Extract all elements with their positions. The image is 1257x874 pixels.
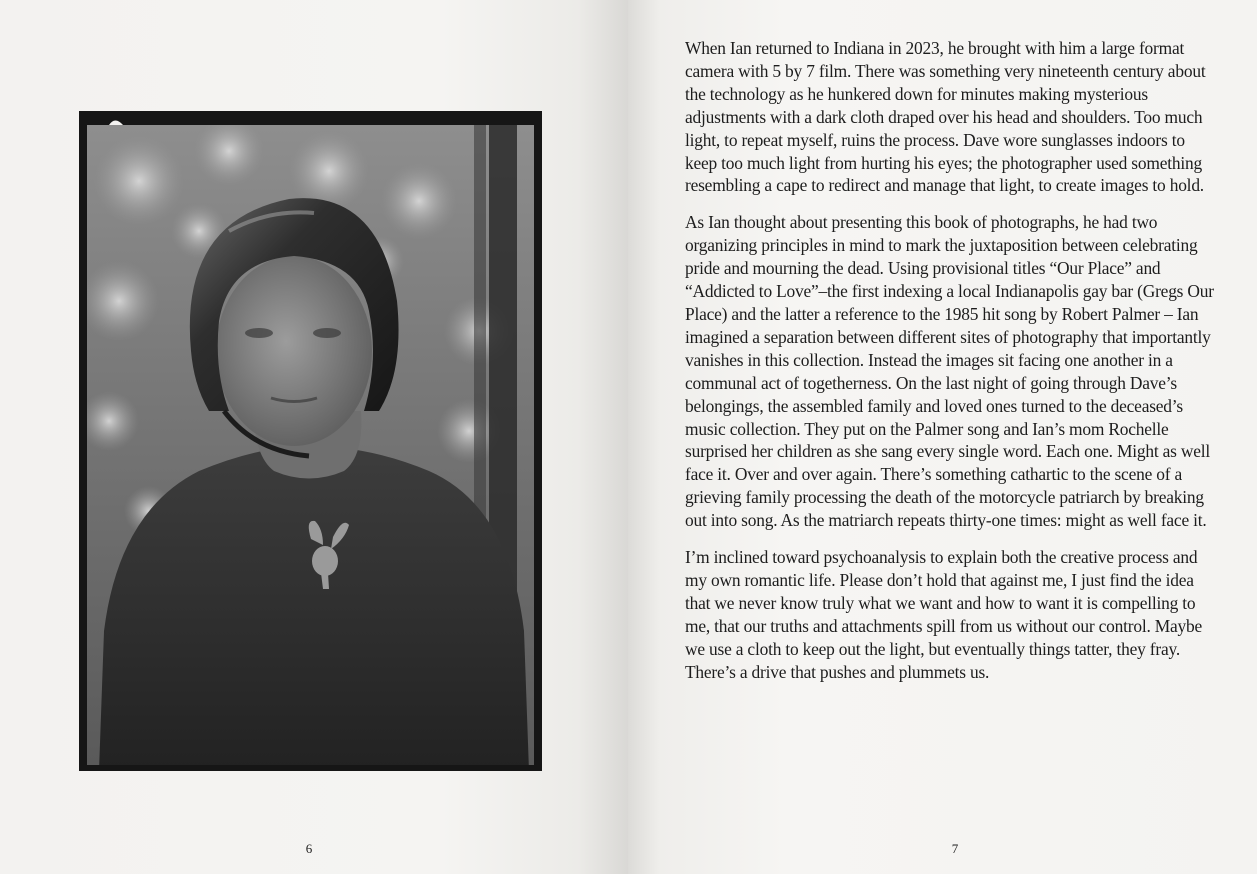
paragraph-3: I’m inclined toward psychoanalysis to explain both the creative process and my own romantic life. Please don’t hold that against me, I just find the idea that we never know truly what we want and how to want it is compelling to me, that our truths and attachments spill from us without our control. Maybe we use a cloth to keep out the light, but eventually things tatter, they fray. There’s a drive that pushes and plummets us. — [685, 547, 1203, 682]
boy-in-helmet-photo — [79, 111, 542, 771]
page-number-right: 7 — [951, 841, 959, 856]
paragraph-1: When Ian returned to Indiana in 2023, he brought with him a large format camera with 5 by 7 film. There was something very nineteenth century about the technology as he hunkered down for minutes making mysterious adjustments with a dark cloth draped over his head and shoulders. Too much light, to repeat myself, ruins the process. Dave wore sunglasses indoors to keep too much light from hurting his eyes; the photographer used something resembling a cape to redirect and manage that light, to create images to hold. — [685, 38, 1206, 196]
left-page — [0, 0, 628, 874]
paragraph-2: As Ian thought about presenting this book of photographs, he had two organizing principles in mind to mark the juxtaposition between celebrating pride and mourning the dead. Using provisional titles “Our Place” and “Addicted to Love”–the first indexing a local Indianapolis gay bar (Gregs Our Place) and the latter a reference to the 1985 hit song by Robert Palmer – Ian imagined a separation between different sites of photography that importantly vanishes in this collection. Instead the images sit facing one another in a communal act of togetherness. On the last night of going through Dave’s belongings, the assembled family and loved ones turned to the deceased’s music collection. They put on the Palmer song and Ian’s mom Rochelle surprised her children as she sang every single word. Each one. Might as well face it. Over and over again. There’s something cathartic to the scene of a grieving family processing the death of the motorcycle patriarch by breaking out into song. As the matriarch repeats thirty-one times: might as well face it. — [685, 212, 1214, 531]
essay-text — [685, 37, 1220, 697]
page-number-left: 6 — [305, 841, 313, 856]
